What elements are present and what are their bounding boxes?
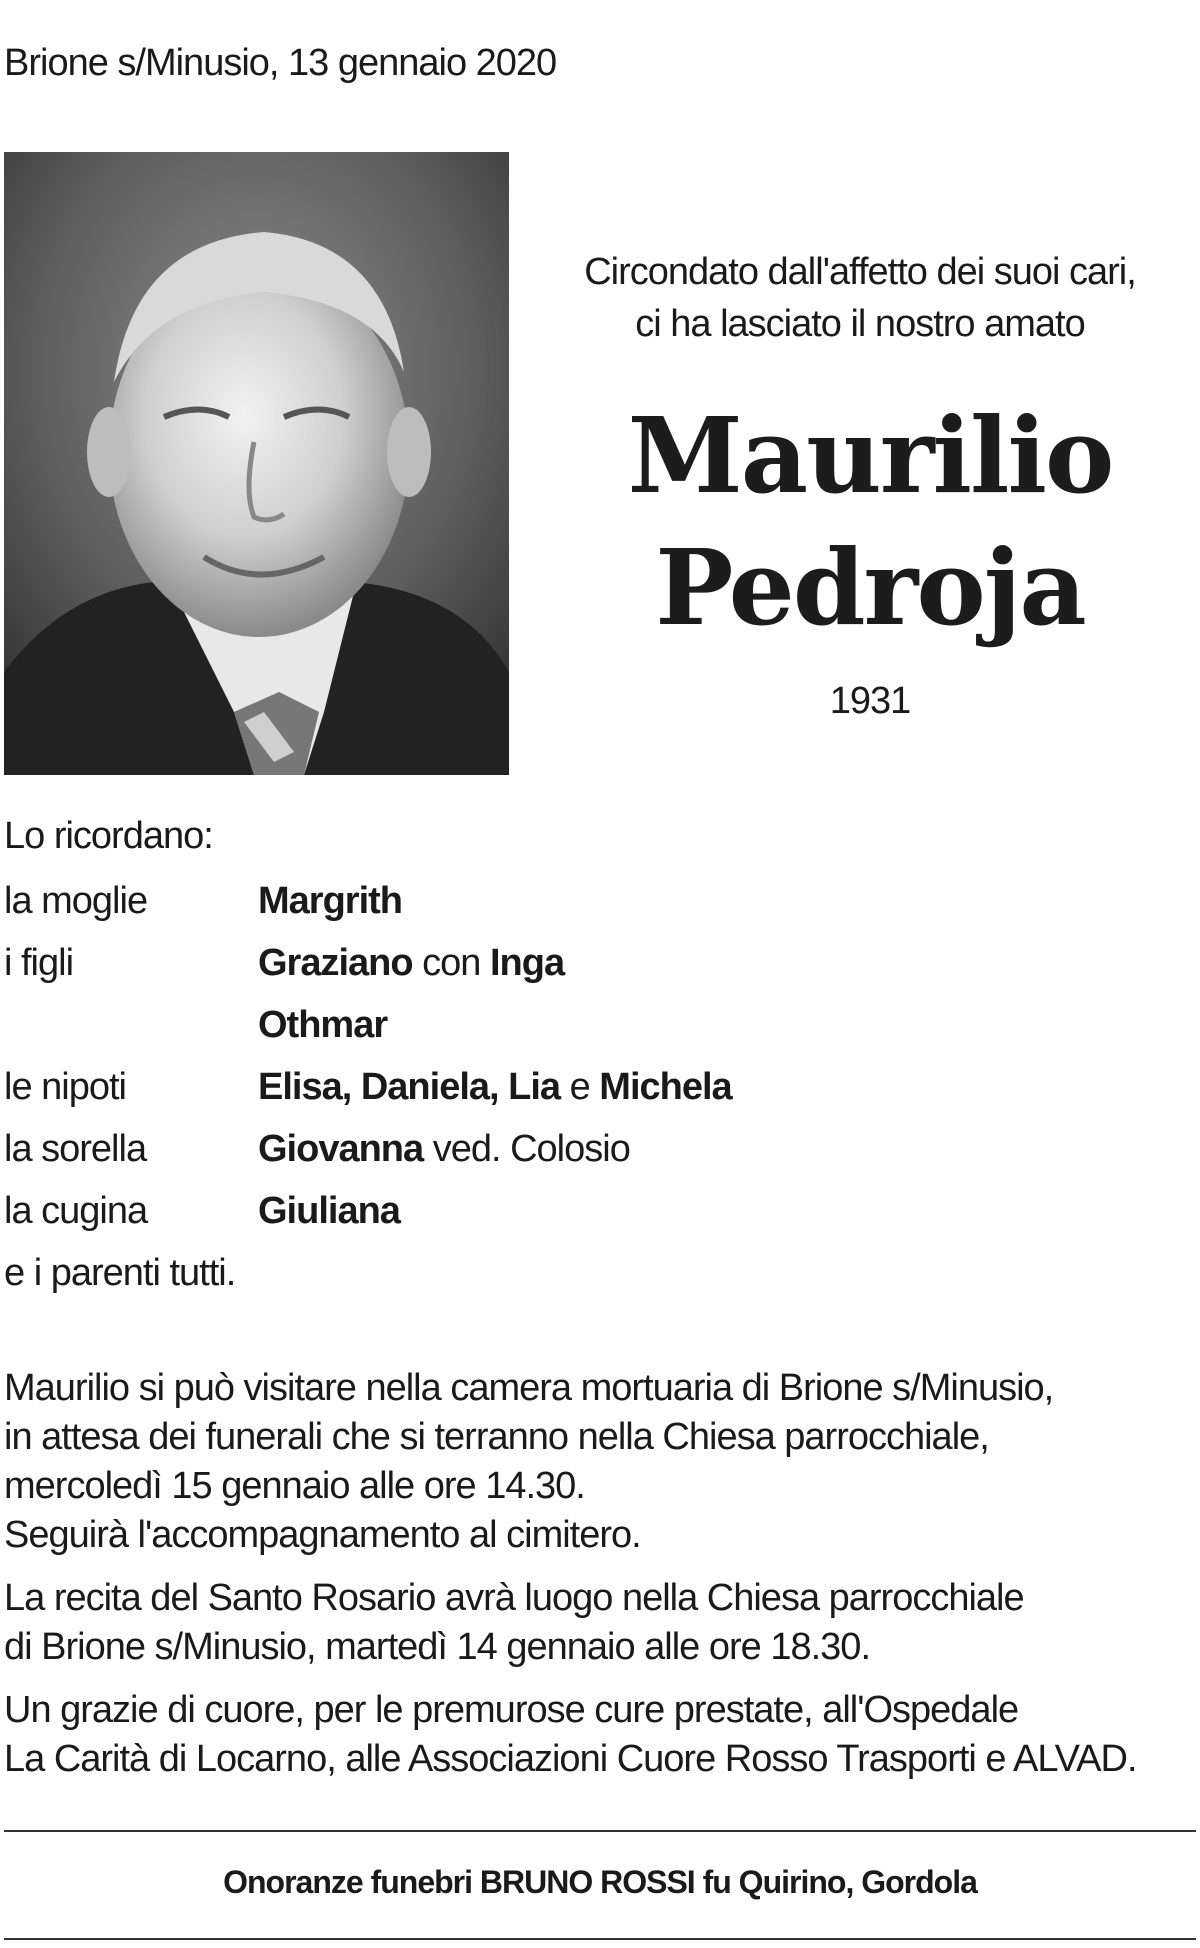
thanks-line: Un grazie di cuore, per le premurose cure prestate, all'Ospedale xyxy=(4,1689,1019,1731)
mourner-connector: con xyxy=(412,942,490,984)
funeral-home: Onoranze funebri BRUNO ROSSI fu Quirino, Gordola xyxy=(223,1864,977,1900)
mourners-closing-row xyxy=(4,1242,904,1304)
mourner-name: Margrith xyxy=(258,880,402,922)
rosary-paragraph xyxy=(4,1574,1194,1672)
mourner-names xyxy=(258,1180,400,1242)
mourner-names xyxy=(258,994,387,1056)
thanks-paragraph xyxy=(4,1686,1194,1784)
mourner-name: Graziano xyxy=(258,942,413,984)
mourner-name: Giuliana xyxy=(258,1190,400,1232)
mourner-role: la cugina xyxy=(4,1190,148,1232)
rosary-line: di Brione s/Minusio, martedì 14 gennaio alle ore 18.30. xyxy=(4,1626,870,1668)
visitation-line: Seguirà l'accompagnamento al cimitero. xyxy=(4,1514,641,1556)
mourner-names xyxy=(258,1056,732,1118)
mourner-names xyxy=(258,1118,630,1180)
last-name: Pedroja xyxy=(655,526,1085,649)
mourner-name: Giovanna xyxy=(258,1128,424,1170)
rosary-line: La recita del Santo Rosario avrà luogo nella Chiesa parrocchiale xyxy=(4,1577,1024,1619)
portrait-illustration xyxy=(4,152,509,775)
thanks-line: La Carità di Locarno, alle Associazioni Cuore Rosso Trasporti e ALVAD. xyxy=(4,1738,1137,1780)
portrait-photo xyxy=(4,152,509,775)
intro-text xyxy=(540,246,1180,350)
mourner-row xyxy=(4,994,904,1056)
mourners-heading: Lo ricordano: xyxy=(4,815,213,857)
mourner-name: Inga xyxy=(490,942,565,984)
mourner-names xyxy=(258,870,402,932)
place-date: Brione s/Minusio, 13 gennaio 2020 xyxy=(4,42,557,84)
deceased-name xyxy=(540,390,1200,654)
mourner-row xyxy=(4,870,904,932)
mourner-name: Othmar xyxy=(258,1004,388,1046)
mourner-names xyxy=(258,932,564,994)
mourner-connector: e xyxy=(560,1066,600,1108)
birth-year: 1931 xyxy=(829,680,911,722)
mourner-role: la moglie xyxy=(4,880,148,922)
visitation-line: Maurilio si può visitare nella camera mortuaria di Brione s/Minusio, xyxy=(4,1367,1054,1409)
mourner-name: Michela xyxy=(599,1066,732,1108)
divider-bottom xyxy=(4,1938,1196,1940)
visitation-line: mercoledì 15 gennaio alle ore 14.30. xyxy=(4,1465,585,1507)
mourner-connector: ved. Colosio xyxy=(423,1128,630,1170)
mourner-role: la sorella xyxy=(4,1128,147,1170)
mourners-closing: e i parenti tutti. xyxy=(4,1252,236,1294)
visitation-paragraph xyxy=(4,1364,1194,1560)
intro-line-2: ci ha lasciato il nostro amato xyxy=(635,303,1085,345)
mourner-row xyxy=(4,1180,904,1242)
first-name: Maurilio xyxy=(627,394,1113,517)
mourner-role: le nipoti xyxy=(4,1066,126,1108)
mourner-name: Elisa, Daniela, Lia xyxy=(258,1066,561,1108)
mourner-row xyxy=(4,1118,904,1180)
intro-line-1: Circondato dall'affetto dei suoi cari, xyxy=(584,251,1136,293)
visitation-line: in attesa dei funerali che si terranno nella Chiesa parrocchiale, xyxy=(4,1416,989,1458)
mourner-role: i figli xyxy=(4,942,74,984)
mourner-row xyxy=(4,1056,904,1118)
mourner-row xyxy=(4,932,904,994)
divider-top xyxy=(4,1830,1196,1832)
